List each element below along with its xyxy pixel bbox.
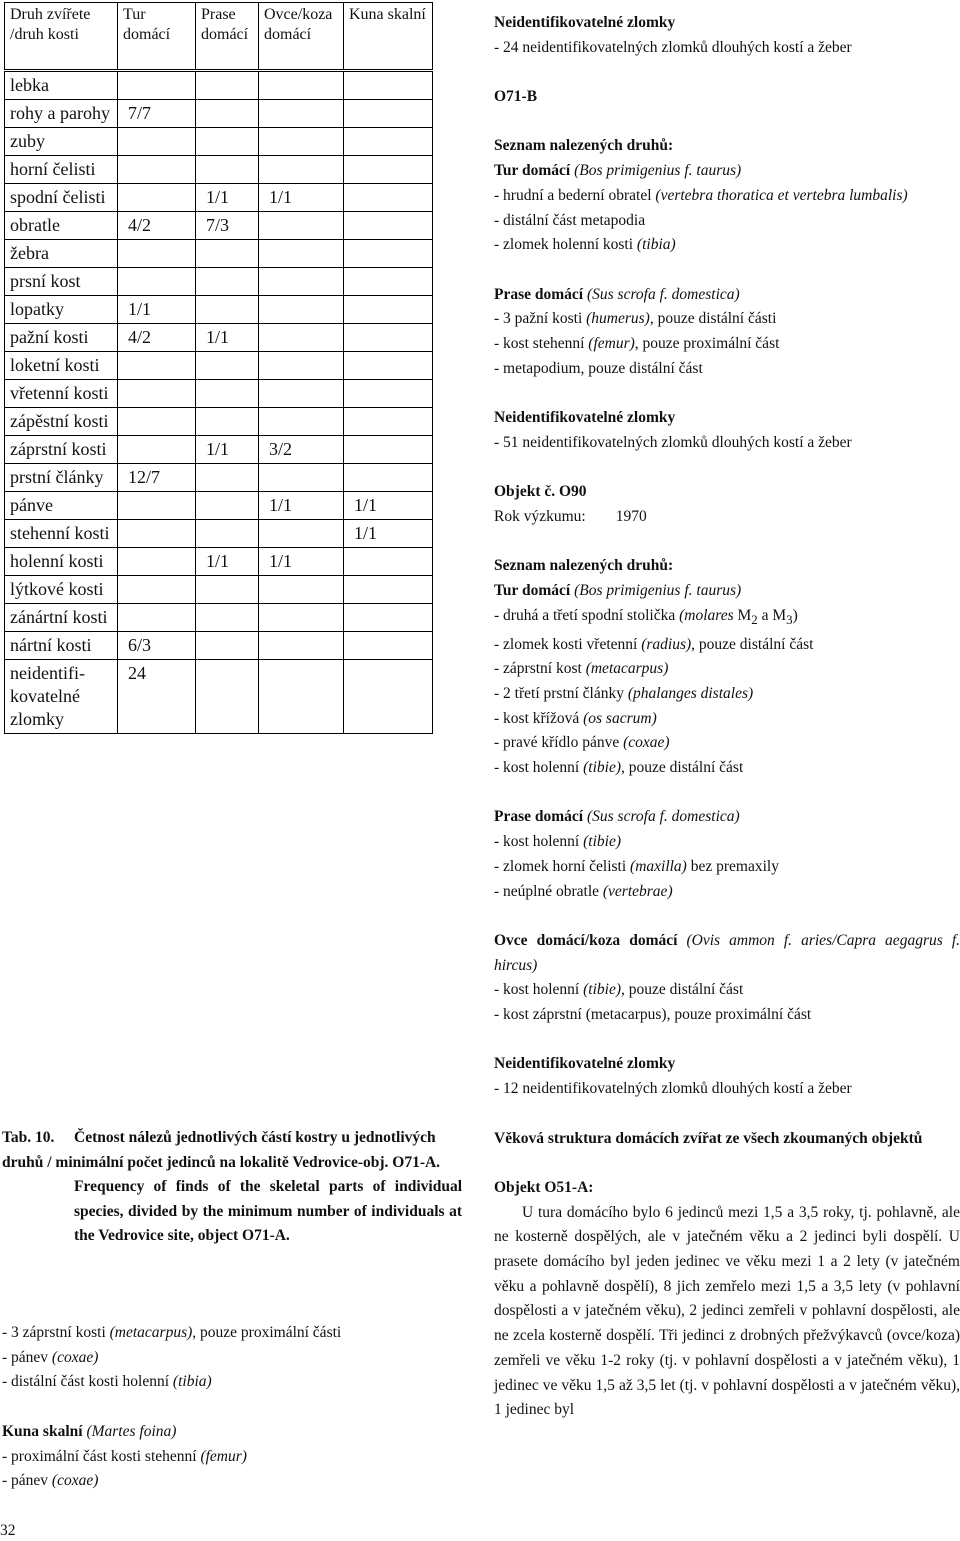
- text-span: (Sus scrofa f. domestica): [586, 285, 740, 303]
- count-cell: [118, 492, 196, 520]
- bone-label: holenní kosti: [5, 548, 118, 576]
- bone-label: lýtkové kosti: [5, 576, 118, 604]
- text-span: , pouze distální části: [649, 310, 777, 328]
- count-cell: [118, 352, 196, 380]
- text-span: Tur domácí: [494, 162, 571, 180]
- table-row: [5, 128, 433, 156]
- count-cell: [344, 128, 433, 156]
- table-row: [5, 100, 433, 128]
- text-span: - distální část metapodia: [494, 211, 646, 229]
- count-cell: [118, 156, 196, 184]
- text-span: - zlomek holenní kosti: [494, 236, 634, 254]
- count-cell: [259, 71, 344, 100]
- text-line: [494, 579, 960, 604]
- bone-label: lopatky: [5, 296, 118, 324]
- count-cell: [259, 576, 344, 604]
- count-cell: [344, 100, 433, 128]
- text-span: - zlomek horní čelisti: [494, 857, 627, 875]
- count-cell: [118, 436, 196, 464]
- table-row: [5, 548, 433, 576]
- page-number: 32: [0, 1522, 16, 1539]
- text-span: (vertebra thoratica et vertebra lumbalis): [655, 186, 908, 204]
- count-cell: [259, 604, 344, 632]
- count-cell: [196, 100, 259, 128]
- count-cell: [344, 548, 433, 576]
- text-span: Rok výzkumu:: [494, 507, 586, 525]
- text-span: - distální část kosti holenní: [2, 1373, 170, 1391]
- count-cell: 1/1: [196, 324, 259, 352]
- text-span: (os sacrum): [583, 709, 657, 727]
- bone-label: zánártní kosti: [5, 604, 118, 632]
- count-cell: 1/1: [259, 184, 344, 212]
- text-line: [494, 633, 960, 658]
- text-span: (coxae): [51, 1348, 99, 1366]
- bone-label: žebra: [5, 240, 118, 268]
- count-cell: [259, 268, 344, 296]
- text-span: - 51 neidentifikovatelných zlomků dlouhých kostí a žeber: [494, 433, 852, 451]
- text-span: , pouze distální část: [691, 635, 814, 653]
- bone-label: prsní kost: [5, 268, 118, 296]
- count-cell: [259, 324, 344, 352]
- count-cell: 1/1: [196, 184, 259, 212]
- text-span: (molares: [679, 606, 734, 624]
- count-cell: [344, 184, 433, 212]
- count-cell: 6/3: [118, 632, 196, 660]
- table-row: [5, 464, 433, 492]
- text-line: [494, 756, 960, 781]
- count-cell: [344, 464, 433, 492]
- table-row: [5, 212, 433, 240]
- count-cell: 1/1: [118, 296, 196, 324]
- caption-en: Frequency of finds of the skeletal parts of individual species, divided by the minimum number of individuals at the Vedrovice site, object O71-A.: [74, 1178, 462, 1244]
- bone-label: horní čelisti: [5, 156, 118, 184]
- bone-label: loketní kosti: [5, 352, 118, 380]
- text-line: [2, 1420, 452, 1445]
- bone-label: stehenní kosti: [5, 520, 118, 548]
- count-cell: [344, 240, 433, 268]
- count-cell: [344, 660, 433, 734]
- table-row: [5, 520, 433, 548]
- bone-label: zuby: [5, 128, 118, 156]
- text-span: (radius): [641, 635, 692, 653]
- bone-label: neidentifi-kovatelné zlomky: [5, 660, 118, 734]
- table-row: [5, 296, 433, 324]
- count-cell: [259, 464, 344, 492]
- table-row: [5, 660, 433, 734]
- text-span: (Ovis ammon f. aries/Capra aegagrus f. hircus): [494, 931, 960, 974]
- text-span: - metapodium, pouze distální část: [494, 359, 703, 377]
- right-column-text: [494, 11, 960, 1423]
- table-header-cell: Tur domácí: [118, 3, 196, 71]
- text-span: (tibia): [636, 236, 676, 254]
- text-span: 1970: [615, 507, 647, 525]
- count-cell: [344, 156, 433, 184]
- count-cell: [259, 100, 344, 128]
- text-span: Ovce domácí/koza domácí: [494, 931, 678, 949]
- count-cell: [259, 128, 344, 156]
- left-column-text: [2, 1321, 452, 1494]
- count-cell: [259, 632, 344, 660]
- table-row: [5, 268, 433, 296]
- text-span: (femur): [200, 1447, 247, 1465]
- count-cell: [344, 71, 433, 100]
- text-span: - kost křížová: [494, 709, 580, 727]
- text-span: - pánev: [2, 1472, 49, 1490]
- table-header-cell: Druh zvířete /druh kosti: [5, 3, 118, 71]
- text-line: [494, 283, 960, 308]
- count-cell: [196, 296, 259, 324]
- text-span: Tur domácí: [494, 582, 571, 600]
- age-paragraph: U tura domácího bylo 6 jedinců mezi 1,5 a 3,5 roky, tj. pohlavně, ale ne kosterně dospělých, ale v jatečném věku a 2 jedinci byli dospělí. U prasete domácího byl jeden jedinec ve věku mezi 1 a 2 lety (v jatečném věku a pohlavně dospělí), 8 jich zemřelo mezi 1,5 a 3,5 lety (v pohlavní dospělosti a v jatečném věku), 2 jedinci zemřeli v pohlavní dospělosti, ale ne zcela kosterně dospělí. Tři jedinci z drobných přežvýkavců (ovce/koza) zemřeli ve věku 1-2 roky (tj. v pohlavní dospělosti a v jatečném věku), 1 jedinec ve věku 1,5 až 3,5 let (tj. v pohlavní dospělosti a v jatečném věku), 1 jedinec byl: [494, 1203, 960, 1419]
- text-line: [494, 159, 960, 184]
- count-cell: [196, 408, 259, 436]
- table-row: [5, 436, 433, 464]
- text-line: [494, 604, 960, 633]
- table-row: [5, 184, 433, 212]
- bone-label: lebka: [5, 71, 118, 100]
- count-cell: [196, 71, 259, 100]
- text-span: (tibie): [583, 759, 621, 777]
- text-span: Prase domácí: [494, 285, 584, 303]
- text-span: , pouze distální část: [621, 981, 744, 999]
- text-span: Seznam nalezených druhů:: [494, 557, 674, 575]
- table-header-cell: Prase domácí: [196, 3, 259, 71]
- count-cell: 1/1: [259, 548, 344, 576]
- table-row: [5, 604, 433, 632]
- text-span: a M: [761, 606, 787, 624]
- text-span: 3: [786, 611, 793, 627]
- text-span: ): [792, 606, 798, 624]
- count-cell: [196, 352, 259, 380]
- table-header-row: [5, 3, 433, 71]
- text-line: [494, 880, 960, 905]
- count-cell: [118, 604, 196, 632]
- text-line: [494, 184, 960, 209]
- count-cell: [196, 156, 259, 184]
- text-span: , pouze distální část: [621, 759, 744, 777]
- text-line: [494, 307, 960, 332]
- text-span: - pravé křídlo pánve: [494, 734, 620, 752]
- bone-label: pažní kosti: [5, 324, 118, 352]
- text-span: (tibie): [583, 833, 621, 851]
- text-span: - proximální část kosti stehenní: [2, 1447, 197, 1465]
- text-span: (Martes foina): [86, 1422, 177, 1440]
- count-cell: [196, 520, 259, 548]
- count-cell: [118, 240, 196, 268]
- count-cell: 1/1: [196, 436, 259, 464]
- count-cell: [344, 324, 433, 352]
- count-cell: [259, 212, 344, 240]
- text-span: (Bos primigenius f. taurus): [574, 582, 742, 600]
- table-row: [5, 324, 433, 352]
- text-span: Seznam nalezených druhů:: [494, 137, 674, 155]
- count-cell: [259, 380, 344, 408]
- section-o71b: O71-B: [494, 88, 538, 106]
- bone-label: pánve: [5, 492, 118, 520]
- count-cell: [118, 128, 196, 156]
- count-cell: [344, 380, 433, 408]
- text-span: - 24 neidentifikovatelných zlomků dlouhých kostí a žeber: [494, 38, 852, 56]
- count-cell: 1/1: [344, 492, 433, 520]
- text-span: , pouze proximální část: [634, 335, 780, 353]
- bone-label: vřetenní kosti: [5, 380, 118, 408]
- table-row: [5, 408, 433, 436]
- table-header-cell: Ovce/koza domácí: [259, 3, 344, 71]
- table-row: [5, 240, 433, 268]
- count-cell: [259, 408, 344, 436]
- text-span: (vertebrae): [602, 882, 673, 900]
- text-span: - pánev: [2, 1348, 49, 1366]
- table-caption: [2, 1126, 462, 1249]
- count-cell: 1/1: [196, 548, 259, 576]
- text-line: [2, 1321, 452, 1346]
- count-cell: [196, 492, 259, 520]
- text-span: Objekt O51-A:: [494, 1178, 594, 1196]
- count-cell: [259, 296, 344, 324]
- count-cell: 1/1: [259, 492, 344, 520]
- count-cell: [118, 184, 196, 212]
- count-cell: 7/7: [118, 100, 196, 128]
- text-line: [494, 682, 960, 707]
- table-row: [5, 492, 433, 520]
- count-cell: [259, 240, 344, 268]
- text-span: (phalanges distales): [627, 684, 754, 702]
- text-span: (coxae): [623, 734, 670, 752]
- count-cell: [196, 380, 259, 408]
- table-row: [5, 71, 433, 100]
- text-span: (humerus): [586, 310, 650, 328]
- bone-label: prstní články: [5, 464, 118, 492]
- text-span: (maxilla): [630, 857, 687, 875]
- count-cell: 4/2: [118, 212, 196, 240]
- text-span: - 2 třetí prstní články: [494, 684, 624, 702]
- text-line: [494, 505, 960, 530]
- finds-table: [4, 2, 433, 734]
- section-o90: Objekt č. O90: [494, 483, 587, 501]
- count-cell: [118, 380, 196, 408]
- bone-label: záprstní kosti: [5, 436, 118, 464]
- text-span: - neúplné obratle: [494, 882, 600, 900]
- count-cell: [118, 576, 196, 604]
- count-cell: [344, 576, 433, 604]
- count-cell: [259, 156, 344, 184]
- count-cell: 24: [118, 660, 196, 734]
- text-line: [494, 731, 960, 756]
- text-span: - hrudní a bederní obratel: [494, 186, 652, 204]
- bone-label: zápěstní kosti: [5, 408, 118, 436]
- count-cell: 4/2: [118, 324, 196, 352]
- text-line: [2, 1445, 452, 1470]
- count-cell: [196, 464, 259, 492]
- text-span: Neidentifikovatelné zlomky: [494, 409, 676, 427]
- text-span: (Bos primigenius f. taurus): [574, 162, 742, 180]
- count-cell: [196, 632, 259, 660]
- count-cell: [344, 212, 433, 240]
- text-span: - kost holenní: [494, 981, 580, 999]
- table-row: [5, 156, 433, 184]
- count-cell: [196, 268, 259, 296]
- text-span: (coxae): [51, 1472, 99, 1490]
- text-span: M: [737, 606, 752, 624]
- count-cell: [344, 632, 433, 660]
- text-span: - kost holenní: [494, 833, 580, 851]
- text-span: Neidentifikovatelné zlomky: [494, 1055, 676, 1073]
- text-span: - 12 neidentifikovatelných zlomků dlouhých kostí a žeber: [494, 1080, 852, 1098]
- count-cell: [259, 352, 344, 380]
- text-span: (metacarpus): [585, 660, 669, 678]
- bone-label: rohy a parohy: [5, 100, 118, 128]
- text-line: [494, 332, 960, 357]
- text-line: [2, 1469, 452, 1494]
- text-span: - druhá a třetí spodní stolička: [494, 606, 676, 624]
- count-cell: [118, 408, 196, 436]
- count-cell: [344, 352, 433, 380]
- text-span: - kost stehenní: [494, 335, 585, 353]
- count-cell: [344, 604, 433, 632]
- count-cell: 7/3: [196, 212, 259, 240]
- count-cell: [259, 660, 344, 734]
- text-span: - kost holenní: [494, 759, 580, 777]
- count-cell: 12/7: [118, 464, 196, 492]
- count-cell: [196, 128, 259, 156]
- age-structure-heading: Věková struktura domácích zvířat ze všech zkoumaných objektů: [494, 1129, 923, 1147]
- caption-label: Tab. 10.: [2, 1129, 55, 1146]
- count-cell: [344, 268, 433, 296]
- count-cell: [118, 548, 196, 576]
- count-cell: [196, 604, 259, 632]
- bone-label: nártní kosti: [5, 632, 118, 660]
- count-cell: [118, 520, 196, 548]
- count-cell: [196, 240, 259, 268]
- text-line: [494, 707, 960, 732]
- table-row: [5, 380, 433, 408]
- text-span: (tibia): [172, 1373, 212, 1391]
- count-cell: [344, 408, 433, 436]
- table-row: [5, 352, 433, 380]
- text-span: 2: [751, 611, 758, 627]
- text-line: [494, 657, 960, 682]
- count-cell: [344, 436, 433, 464]
- count-cell: [118, 268, 196, 296]
- count-cell: 1/1: [344, 520, 433, 548]
- text-span: - záprstní kost: [494, 660, 582, 678]
- count-cell: [259, 520, 344, 548]
- bone-label: spodní čelisti: [5, 184, 118, 212]
- count-cell: [196, 576, 259, 604]
- text-line: [494, 805, 960, 830]
- caption-cz: Četnost nálezů jednotlivých částí kostry u jednotlivých druhů / minimální počet jedinců na lokalitě Vedrovice-obj. O71-A.: [2, 1129, 441, 1171]
- text-span: Neidentifikovatelné zlomky: [494, 14, 676, 31]
- table-row: [5, 632, 433, 660]
- text-line: [494, 233, 960, 258]
- text-span: - 3 záprstní kosti: [2, 1324, 106, 1341]
- text-line: [494, 830, 960, 855]
- text-span: bez premaxily: [690, 857, 779, 875]
- text-span: (tibie): [583, 981, 621, 999]
- count-cell: 3/2: [259, 436, 344, 464]
- count-cell: [344, 296, 433, 324]
- text-line: [494, 978, 960, 1003]
- text-line: [2, 1346, 452, 1371]
- text-span: - 3 pažní kosti: [494, 310, 583, 328]
- bone-label: obratle: [5, 212, 118, 240]
- text-span: , pouze proximální části: [192, 1324, 342, 1341]
- text-line: [494, 855, 960, 880]
- text-span: - kost záprstní (metacarpus), pouze proximální část: [494, 1006, 812, 1024]
- text-span: (metacarpus): [109, 1324, 193, 1341]
- table-row: [5, 576, 433, 604]
- table-header-cell: Kuna skalní: [344, 3, 433, 71]
- count-cell: [118, 71, 196, 100]
- count-cell: [196, 660, 259, 734]
- kuna-heading: Kuna skalní: [2, 1422, 83, 1440]
- text-line: [2, 1370, 452, 1395]
- text-span: (Sus scrofa f. domestica): [586, 808, 740, 826]
- text-span: - zlomek kosti vřetenní: [494, 635, 638, 653]
- text-span: (femur): [588, 335, 635, 353]
- text-line: [494, 929, 960, 978]
- text-span: Prase domácí: [494, 808, 584, 826]
